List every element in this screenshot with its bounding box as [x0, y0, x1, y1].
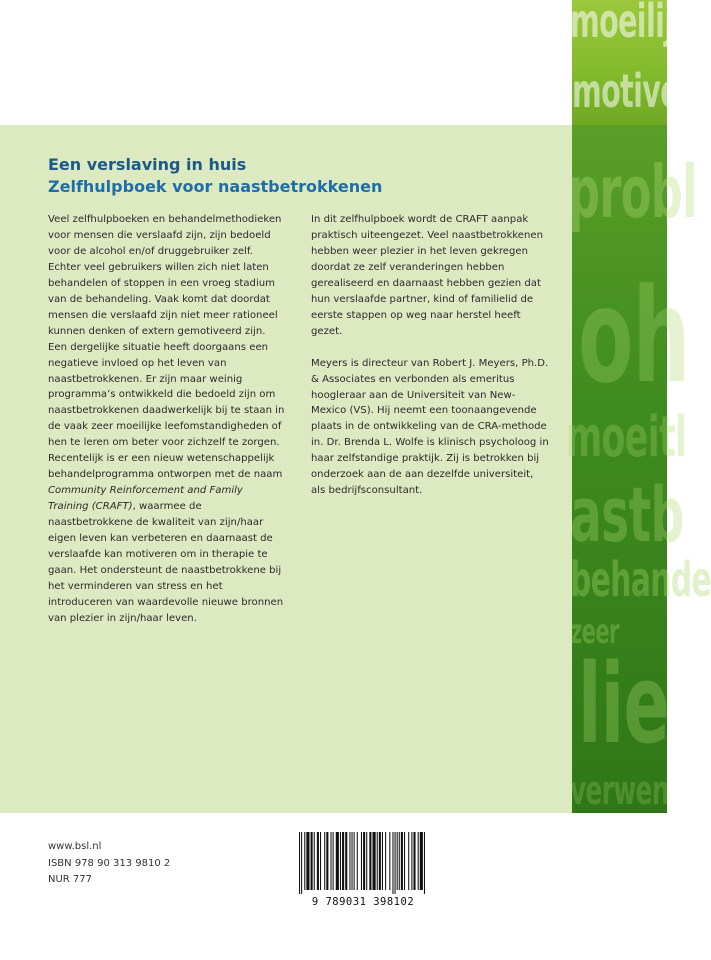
isbn-barcode [293, 832, 433, 914]
publisher-website: www.bsl.nl [48, 841, 102, 852]
right-paragraph-2: Meyers is directeur van Robert J. Meyers, Ph.D. & Associates en verbonden als emeritus hoogleraar aan de Universiteit van New-Mexico (VS). Hij neemt een toonaangevende plaats in de ontwikkeling van de CRA-methode in. Dr. Brenda L. Wolfe is klinisch psycholoog in haar zelfstandige praktijk. Zij is betrokken bij onderzoek aan de aan dezelfde universiteit, als bedrijfsconsultant. [311, 357, 549, 497]
spine-word-5: moeitl [566, 405, 687, 470]
book-subtitle: Zelfhulpboek voor naastbetrokkenen [48, 177, 383, 196]
spine-word-4: oh [578, 260, 690, 412]
spine-word-6: astb [570, 470, 684, 559]
left-text-column [48, 212, 286, 627]
spine-word-2: motive [572, 64, 679, 118]
spine-word-10: verwen [570, 768, 669, 814]
spine-word-7: behande [570, 552, 711, 608]
isbn-line: ISBN 978 90 313 9810 2 [48, 857, 171, 869]
left-paragraph-text-a: Veel zelfhulpboeken en behandelmethodieken voor mensen die verslaafd zijn, zijn bedoeld voor de alcohol en/of druggebruiker zelf. Echter veel gebruikers willen zich niet laten behandelen of stoppen in een vroeg stadium van de behandeling. Vaak komt dat doordat mensen die verslaafd zijn niet meer rationeel kunnen denken of extern gemotiveerd zijn. Een dergelijke situatie heeft doorgaans een negatieve invloed op het leven van naastbetrokkenen. Er zijn maar weinig programma’s ontwikkeld die bedoeld zijn om naastbetrokkenen daadwerkelijk bij te staan in de vaak zeer moeilijke leefomstandigheden of hen te leren om beter voor zichzelf te zorgen. Recentelijk is er een nieuw wetenschappelijk behandelprogramma ontworpen met de naam [48, 214, 285, 481]
spine-word-1: moeilijk [570, 0, 692, 48]
right-paragraph-1: In dit zelfhulpboek wordt de CRAFT aanpak praktisch uiteengezet. Veel naastbetrokkenen hebben weer plezier in het leven gekregen doordat ze zelf veranderingen hebben gerealiseerd en daarnaast hebben gezien dat hun verslaafde partner, kind of familielid de eerste stappen op weg naar herstel heeft gezet. [311, 214, 544, 337]
right-text-column [311, 212, 549, 499]
top-band [0, 0, 572, 125]
green-spine-strip [566, 0, 711, 814]
left-paragraph-text-b: , waarmee de naastbetrokkene de kwaliteit van zijn/haar eigen leven kan verbeteren en daarnaast de verslaafde kan motiveren om in therapie te gaan. Het ondersteunt de naastbetrokkene bij het verminderen van stress en het introduceren van waardevolle nieuwe bronnen van plezier in zijn/haar leven. [48, 501, 284, 624]
publisher-info [48, 839, 170, 889]
spine-word-3: probl [568, 150, 697, 234]
craft-program-name: Community Reinforcement and Family Training (CRAFT) [48, 485, 243, 513]
book-title: Een verslaving in huis [48, 155, 247, 174]
spine-word-8: zeer [570, 612, 619, 652]
barcode-digits: 9 789031 398102 [311, 896, 415, 908]
nur-line: NUR 777 [48, 874, 93, 885]
barcode-bars [293, 832, 433, 894]
left-paragraph [48, 212, 286, 627]
spine-word-9: lie [578, 640, 670, 768]
